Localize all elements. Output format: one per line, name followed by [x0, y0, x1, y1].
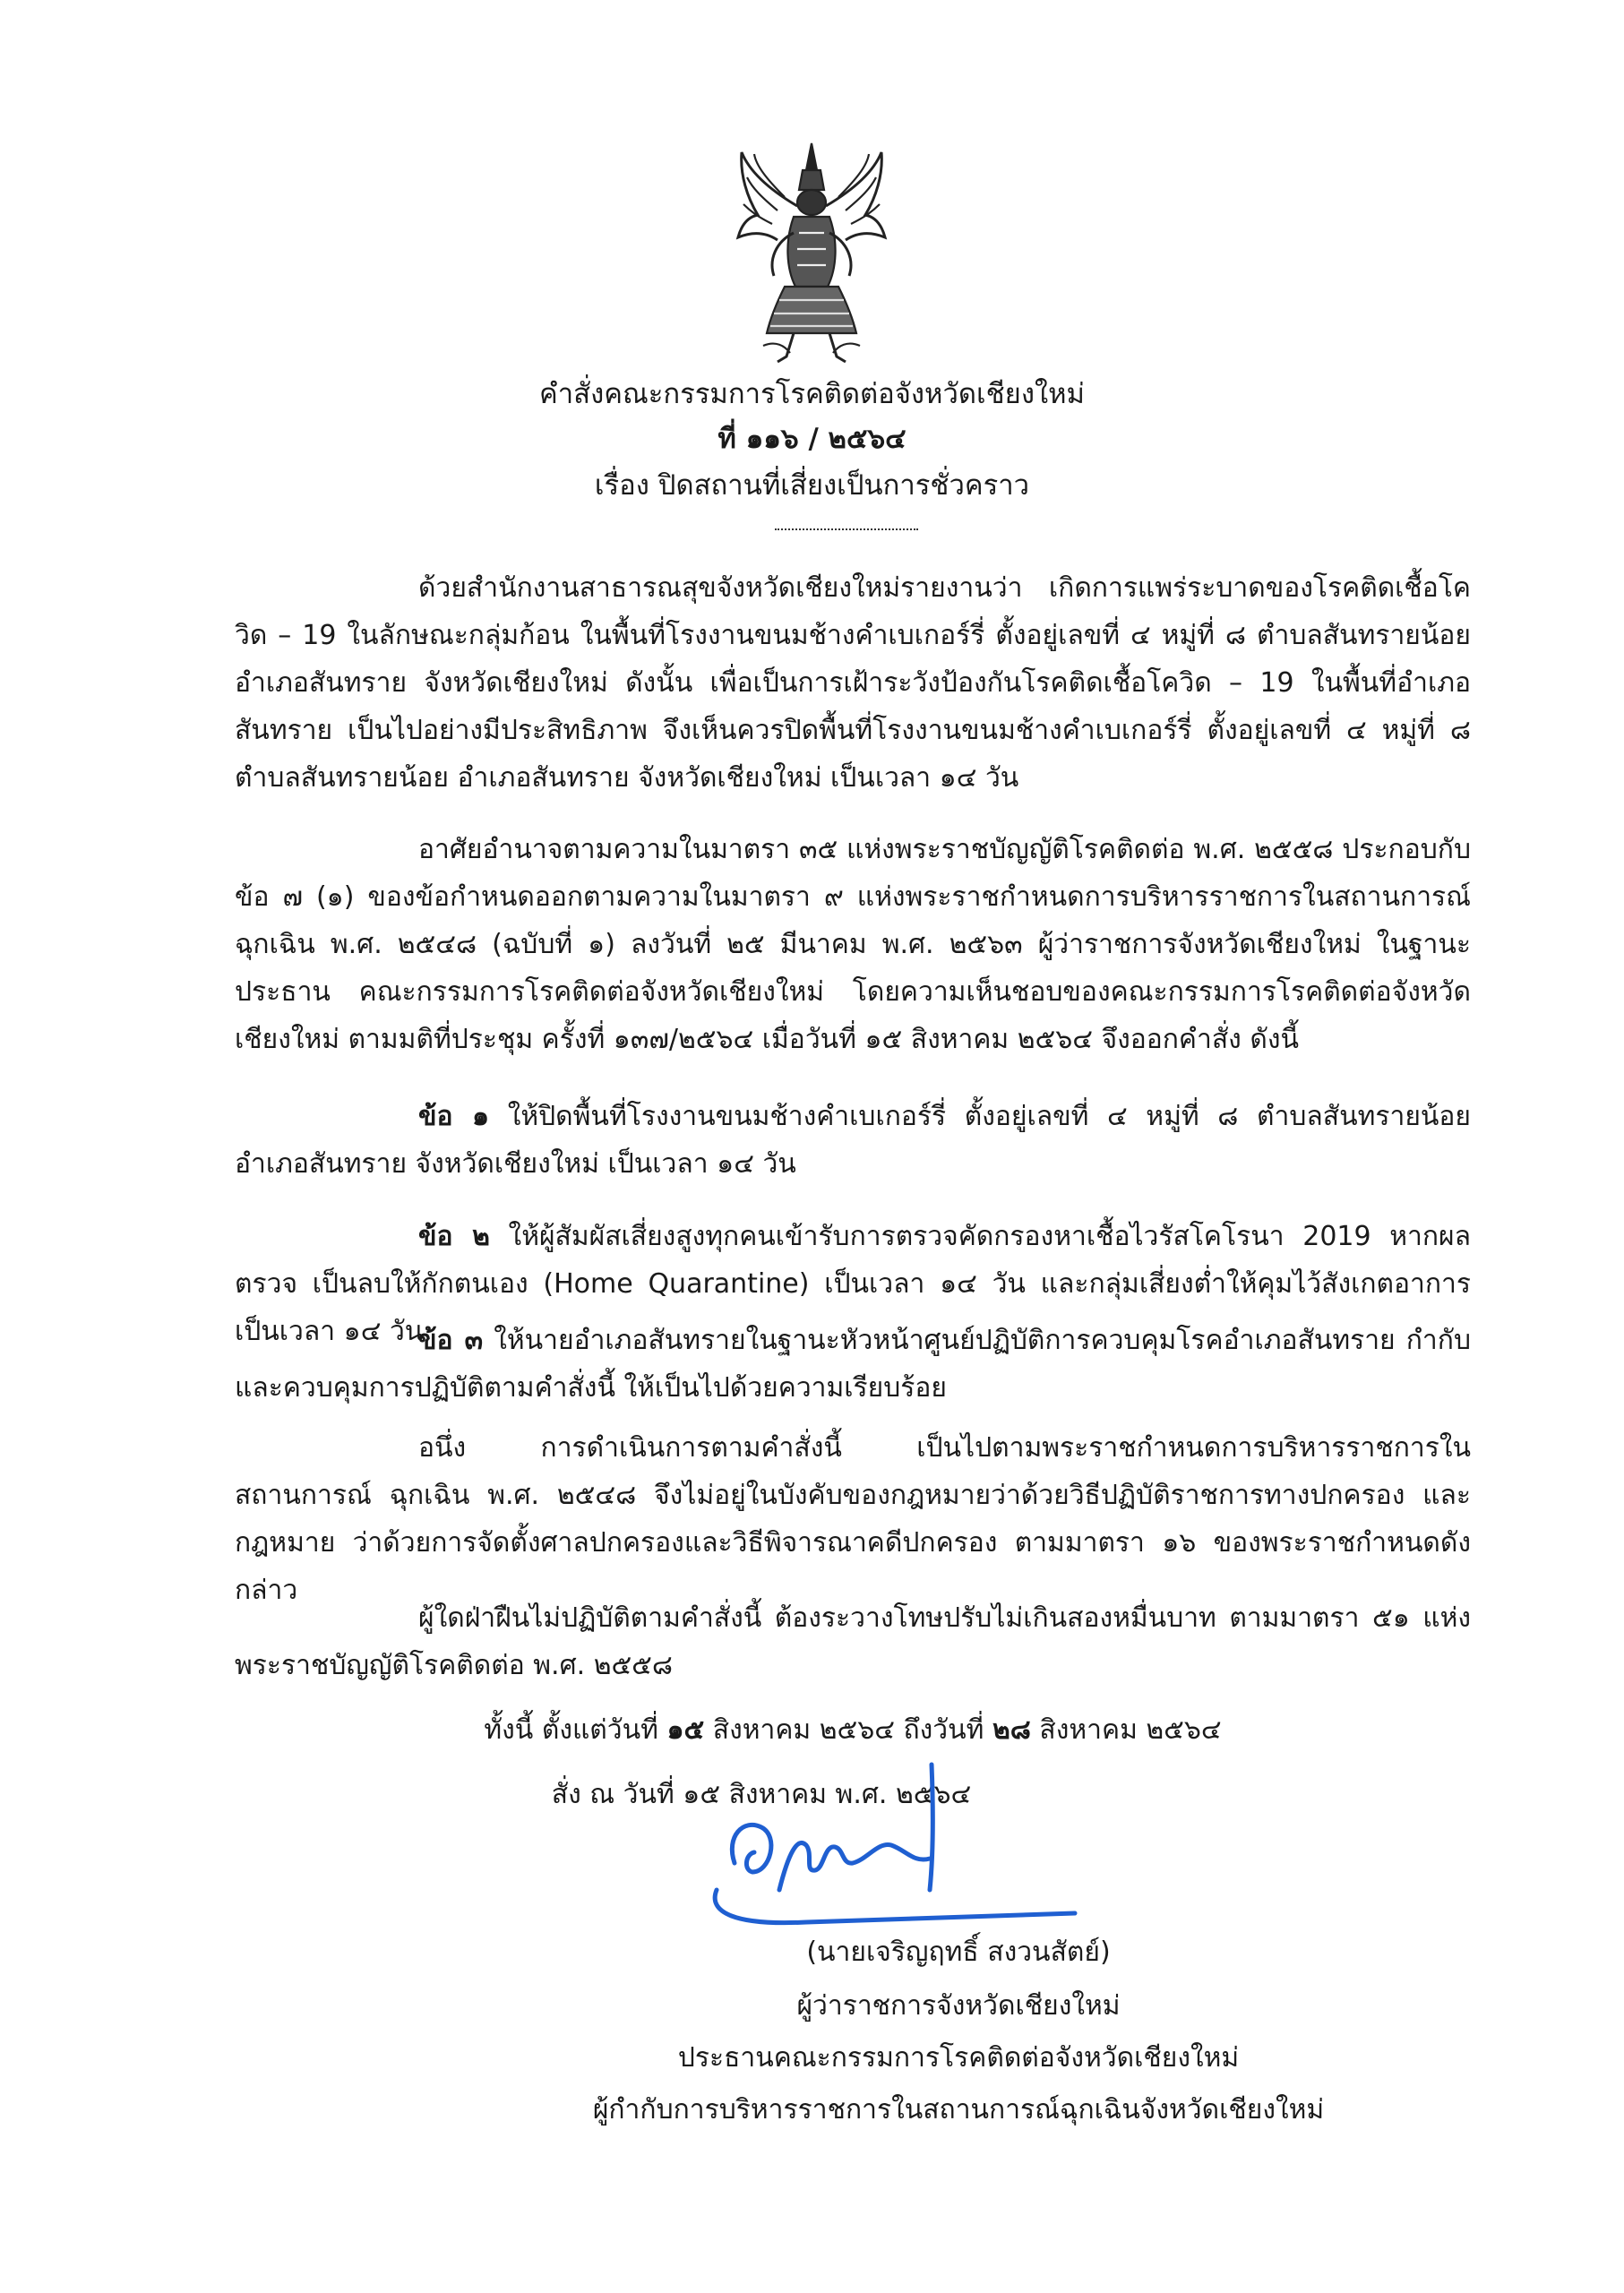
clause-body: ให้ปิดพื้นที่โรงงานขนมช้างคำเบเกอร์รี่ ตั้งอยู่เลขที่ ๔ หมู่ที่ ๘ ตำบลสันทรายน้อย อำเภอสันทราย จังหวัดเชียงใหม่ เป็นเวลา ๑๔ วัน [235, 1101, 1471, 1180]
garuda-emblem-icon [731, 134, 892, 367]
clause-label: ข้อ ๒ [418, 1221, 490, 1252]
clause-1 [235, 1093, 1471, 1188]
clause-body: ให้นายอำเภอสันทรายในฐานะหัวหน้าศูนย์ปฏิบัติการควบคุมโรคอำเภอสันทราย กำกับและควบคุมการปฏิบัติตามคำสั่งนี้ ให้เป็นไปด้วยความเรียบร้อย [235, 1325, 1471, 1404]
paragraph-text: ด้วยสำนักงานสาธารณสุขจังหวัดเชียงใหม่รายงานว่า เกิดการแพร่ระบาดของโรคติดเชื้อโควิด – 19 ในลักษณะกลุ่มก้อน ในพื้นที่โรงงานขนมช้างคำเบเกอร์รี่ ตั้งอยู่เลขที่ ๔ หมู่ที่ ๘ ตำบลสันทรายน้อย อำเภอสันทราย จังหวัดเชียงใหม่ ดังนั้น เพื่อเป็นการเฝ้าระวังป้องกันโรคติดเชื้อโควิด – 19 ในพื้นที่อำเภอสันทราย เป็นไปอย่างมีประสิทธิภาพ จึงเห็นควรปิดพื้นที่โรงงานขนมช้างคำเบเกอร์รี่ ตั้งอยู่เลขที่ ๔ หมู่ที่ ๘ ตำบลสันทรายน้อย อำเภอสันทราย จังหวัดเชียงใหม่ เป็นเวลา ๑๔ วัน [235, 572, 1471, 794]
clause-label: ข้อ ๑ [418, 1101, 490, 1132]
clause-label: ข้อ ๓ [418, 1325, 484, 1356]
paragraph-exemption [235, 1424, 1471, 1614]
signatory-title-3: ผู้กำกับการบริหารราชการในสถานการณ์ฉุกเฉินจังหวัดเชียงใหม่ [592, 2094, 1325, 2126]
clause-body: ให้ผู้สัมผัสเสี่ยงสูงทุกคนเข้ารับการตรวจคัดกรองหาเชื้อไวรัสโคโรนา 2019 หากผลตรวจ เป็นลบให้กักตนเอง (Home Quarantine) เป็นเวลา ๑๔ วัน และกลุ่มเสี่ยงต่ำให้คุมไว้สังเกตอาการ เป็นเวลา ๑๔ วัน [235, 1221, 1472, 1347]
header-divider [775, 525, 918, 530]
paragraph-background [235, 564, 1471, 802]
paragraph-authority [235, 826, 1471, 1063]
order-subject: เรื่อง ปิดสถานที่เสี่ยงเป็นการชั่วคราว [594, 469, 1030, 502]
signatory-title-1: ผู้ว่าราชการจังหวัดเชียงใหม่ [796, 1990, 1121, 2022]
effective-start-day: ๑๕ [666, 1714, 705, 1746]
effective-mid: สิงหาคม ๒๕๖๔ ถึงวันที่ [704, 1714, 992, 1746]
effective-prefix: ทั้งนี้ ตั้งแต่วันที่ [484, 1714, 667, 1746]
effective-suffix: สิงหาคม ๒๕๖๔ [1030, 1714, 1222, 1746]
clause-text [235, 1093, 1471, 1188]
paragraph-penalty [235, 1594, 1471, 1689]
clause-3 [235, 1317, 1471, 1412]
paragraph-text: อาศัยอำนาจตามความในมาตรา ๓๕ แห่งพระราชบัญญัติโรคติดต่อ พ.ศ. ๒๕๕๘ ประกอบกับ ข้อ ๗ (๑) ของข้อกำหนดออกตามความในมาตรา ๙ แห่งพระราชกำหนดการบริหารราชการในสถานการณ์ ฉุกเฉิน พ.ศ. ๒๕๔๘ (ฉบับที่ ๑) ลงวันที่ ๒๕ มีนาคม พ.ศ. ๒๕๖๓ ผู้ว่าราชการจังหวัดเชียงใหม่ ในฐานะประธาน คณะกรรมการโรคติดต่อจังหวัดเชียงใหม่ โดยความเห็นชอบของคณะกรรมการโรคติดต่อจังหวัดเชียงใหม่ ตามมติที่ประชุม ครั้งที่ ๑๓๗/๒๕๖๔ เมื่อวันที่ ๑๕ สิงหาคม ๒๕๖๔ จึงออกคำสั่ง ดังนี้ [235, 834, 1471, 1055]
clause-text [235, 1317, 1471, 1412]
signatory-title-2: ประธานคณะกรรมการโรคติดต่อจังหวัดเชียงใหม่ [677, 2042, 1240, 2074]
signature-image [699, 1756, 1129, 1935]
paragraph-text: อนึ่ง การดำเนินการตามคำสั่งนี้ เป็นไปตามพระราชกำหนดการบริหารราชการในสถานการณ์ ฉุกเฉิน พ.ศ. ๒๕๔๘ จึงไม่อยู่ในบังคับของกฎหมายว่าด้วยวิธีปฏิบัติราชการทางปกครอง และกฎหมาย ว่าด้วยการจัดตั้งศาลปกครองและวิธีพิจารณาคดีปกครอง ตามมาตรา ๑๖ ของพระราชกำหนดดังกล่าว [235, 1432, 1471, 1606]
effective-end-day: ๒๘ [992, 1714, 1031, 1746]
order-title: คำสั่งคณะกรรมการโรคติดต่อจังหวัดเชียงใหม่ [539, 378, 1085, 410]
paragraph-text: ผู้ใดฝ่าฝืนไม่ปฏิบัติตามคำสั่งนี้ ต้องระวางโทษปรับไม่เกินสองหมื่นบาท ตามมาตรา ๕๑ แห่งพระราชบัญญัติโรคติดต่อ พ.ศ. ๒๕๕๘ [235, 1602, 1471, 1681]
signatory-name: (นายเจริญฤทธิ์ สงวนสัตย์) [806, 1937, 1111, 1968]
dated-line: สั่ง ณ วันที่ ๑๕ สิงหาคม พ.ศ. ๒๕๖๔ [551, 1779, 972, 1810]
order-number: ที่ ๑๑๖ / ๒๕๖๔ [717, 423, 907, 455]
effective-period [235, 1706, 1471, 1754]
